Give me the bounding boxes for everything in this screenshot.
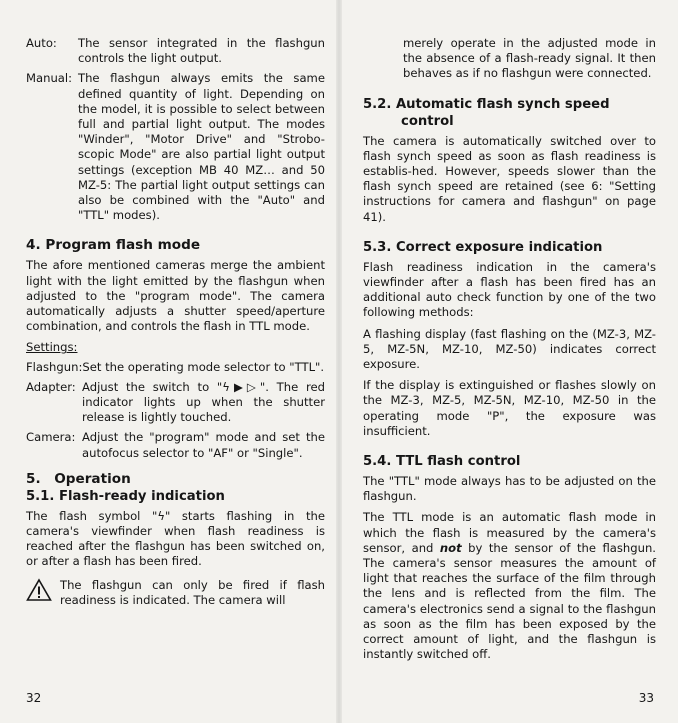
def-term: Auto: <box>26 36 57 50</box>
section-5-4-heading: 5.4. TTL flash control <box>363 454 521 470</box>
def-desc: The sensor integrated in the flashgun controls the light output. <box>78 36 325 66</box>
warning-text: The flashgun can only be fired if flash readiness is indicated. The camera will <box>60 577 325 607</box>
emphasis-not: not <box>439 540 462 555</box>
page-number-left: 32 <box>26 691 42 705</box>
section-5-2-heading <box>363 96 656 130</box>
section-4-heading: 4. Program flash mode <box>26 237 201 254</box>
def-desc: Adjust the "program" mode and set the autofocus selector to "AF" or "Single". <box>82 430 325 460</box>
section-5-4-body-1: The "TTL" mode always has to be adjusted on the flashgun. <box>363 474 656 504</box>
settings-label: Settings: <box>26 340 78 355</box>
mode-definitions <box>26 36 325 223</box>
def-desc: Adjust the switch to "ϟ▶▷". The red indicator lights up when the shutter release is lightly touched. <box>82 379 325 425</box>
def-manual <box>26 71 325 223</box>
def-term: Adapter: <box>26 379 76 394</box>
body-text: The TTL mode is an automatic flash mode in which the flash is measured by the camera's sensor, and <box>363 510 656 555</box>
section-5-3-body-2: A flashing display (fast flashing on the (MZ-3, MZ-5, MZ-5N, MZ-10, MZ-50) indicates correct exposure. <box>363 326 656 372</box>
settings-definitions <box>26 360 325 461</box>
section-5-1-heading: 5.1. Flash-ready indication <box>26 488 225 504</box>
def-desc: Set the operating mode selector to "TTL". <box>82 359 325 374</box>
section-5-2-body: The camera is automatically switched over to flash synch speed as soon as flash readiness is establis-hed. However, speeds slower than the flash synch speed are retained (see 6: "Setting instructions for camera and flashgun" on page 41). <box>363 133 656 224</box>
section-5-1-body: The flash symbol "ϟ" starts flashing in the camera's viewfinder when flash readiness is reached after the flashgun has been switched on, or after a flash has been fired. <box>26 508 325 569</box>
def-desc: The flashgun always emits the same defined quantity of light. Depending on the model, it is possible to select between full and partial light output. The modes "Winder", "Motor Drive" and "Strobo-scopic Mode" are also partial light output settings (exception MB 40 MZ… and 50 MZ-5: The partial light output settings can also be combined with the "Auto" and "TTL" modes). <box>78 71 325 223</box>
section-5-4-body-2 <box>363 510 656 662</box>
def-term: Flashgun: <box>26 359 83 374</box>
section-4-body: The afore mentioned cameras merge the ambient light with the light emitted by the flashgun when adjusted to the "program mode". The camera automatically adjusts a shutter speed/aperture combination, and controls the flash in TTL mode. <box>26 258 325 334</box>
def-camera <box>26 430 325 460</box>
def-adapter <box>26 380 325 426</box>
body-text: by the sensor of the flashgun. The camera's sensor measures the amount of light that reaches the surface of the film through the lens and is reflected from the film. The camera's electronics send a signal to the flashgun as soon as the film has been exposed by the correct amount of light, and the flashgun is instantly switched off. <box>363 540 656 662</box>
section-5-3-body-1: Flash readiness indication in the camera's viewfinder after a flash has been fired has an additional auto check function by one of the two following methods: <box>363 259 656 320</box>
def-term: Manual: <box>26 71 73 86</box>
section-5-3-body-3: If the display is extinguished or flashes slowly on the MZ-3, MZ-5, MZ-5N, MZ-10, MZ-50 in the operating mode "P", the exposure was insufficient. <box>363 378 656 438</box>
section-5-2-heading-line2: control <box>401 113 454 129</box>
section-5-2-heading-line1: 5.2. Automatic flash synch speed <box>363 96 610 112</box>
def-auto <box>26 36 325 66</box>
def-flashgun <box>26 360 325 375</box>
def-term: Camera: <box>26 430 76 445</box>
right-page <box>339 0 678 723</box>
warning-triangle-icon <box>26 578 60 606</box>
warning-note <box>26 578 325 608</box>
section-5-heading: 5. Operation <box>26 470 131 487</box>
section-5-3-heading: 5.3. Correct exposure indication <box>363 239 603 255</box>
page-number-right: 33 <box>638 691 654 705</box>
warning-continuation: merely operate in the adjusted mode in the absence of a flash-ready signal. It then behaves as if no flashgun were connected. <box>403 36 656 81</box>
